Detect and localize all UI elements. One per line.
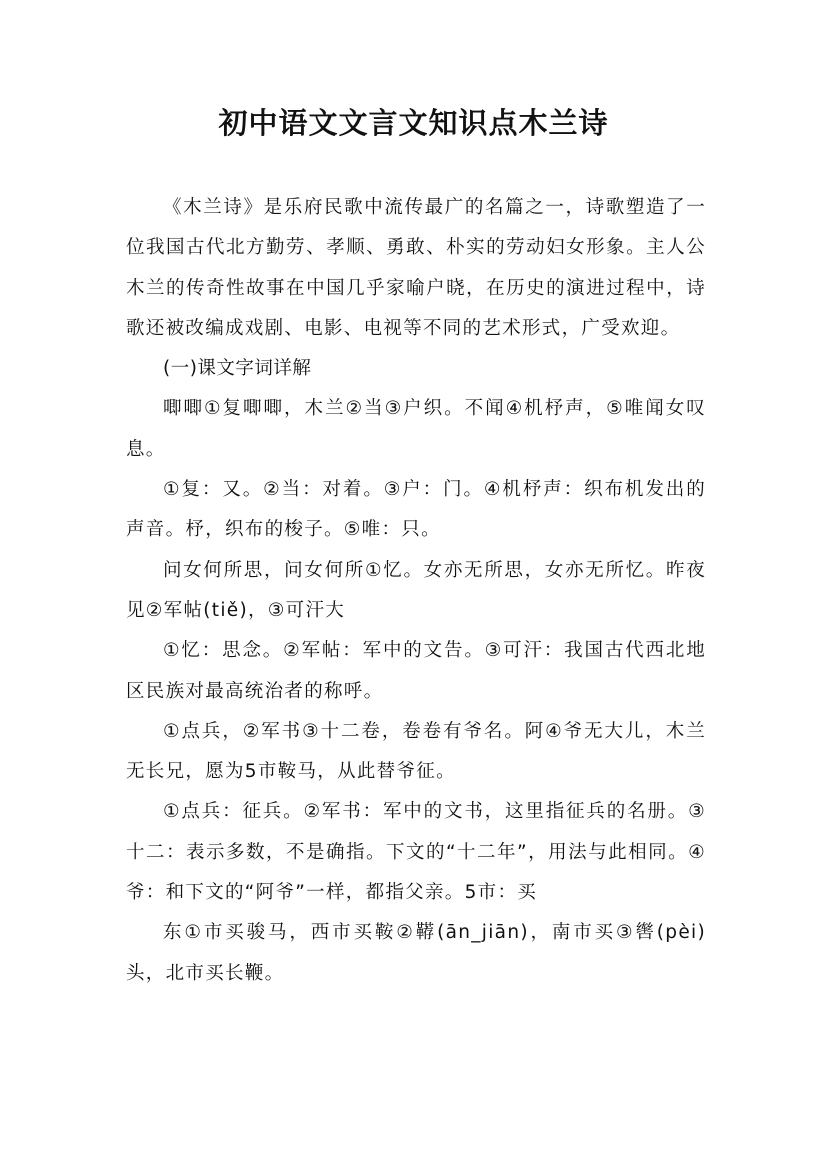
section-heading: (一)课文字词详解 xyxy=(163,358,312,380)
annotation-paragraph: ①点兵：征兵。②军书：军中的文书，这里指征兵的名册。③十二：表示多数，不是确指。下文的“十二年”，用法与此相同。④爷：和下文的“阿爷”一样，都指父亲。5市：买 xyxy=(126,801,706,904)
verse-paragraph: ①点兵，②军书③十二卷，卷卷有爷名。阿④爷无大儿，木兰无长兄，愿为5市鞍马，从此替爷征。 xyxy=(126,720,706,783)
document-body xyxy=(126,188,706,994)
verse-paragraph: 唧唧①复唧唧，木兰②当③户织。不闻④机杼声，⑤唯闻女叹息。 xyxy=(126,398,706,460)
annotation-paragraph: ①忆：思念。②军帖：军中的文告。③可汗：我国古代西北地区民族对最高统治者的称呼。 xyxy=(126,640,706,702)
verse-paragraph: 问女何所思，问女何所①忆。女亦无所思，女亦无所忆。昨夜见②军帖(tiě)，③可汗大 xyxy=(126,559,706,621)
annotation-paragraph: ①复：又。②当：对着。③户：门。④机杼声：织布机发出的声音。杼，织布的梭子。⑤唯：只。 xyxy=(126,479,706,541)
page-title: 初中语文文言文知识点木兰诗 xyxy=(218,106,609,140)
verse-paragraph: 东①市买骏马，西市买鞍②鞯(ān_jiān)，南市买③辔(pèi)头，北市买长鞭。 xyxy=(126,922,706,984)
intro-paragraph: 《木兰诗》是乐府民歌中流传最广的名篇之一，诗歌塑造了一位我国古代北方勤劳、孝顺、勇敢、朴实的劳动妇女形象。主人公木兰的传奇性故事在中国几乎家喻户晓，在历史的演进过程中，诗歌还被改编成戏剧、电影、电视等不同的艺术形式，广受欢迎。 xyxy=(126,197,706,339)
